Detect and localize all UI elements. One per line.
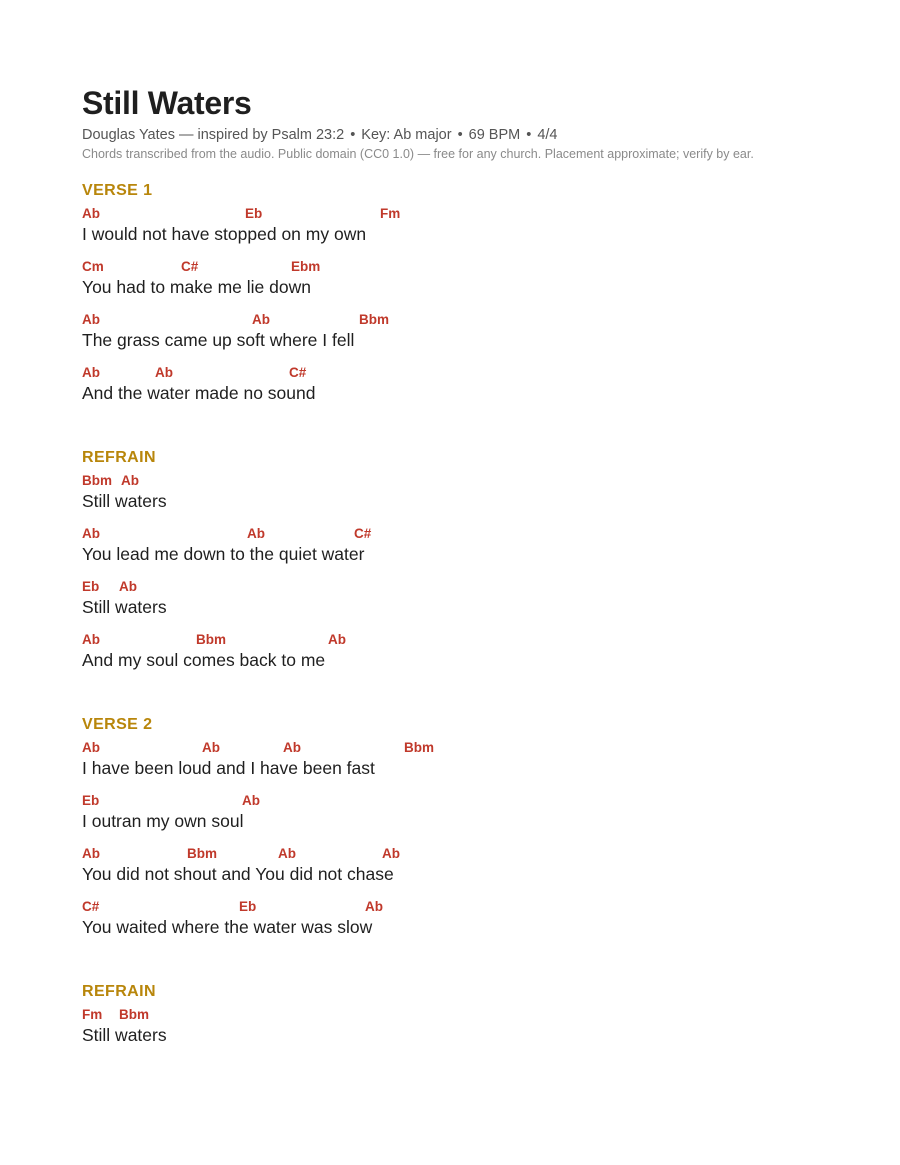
chord: Ab [121, 473, 139, 488]
chord: Ebm [291, 259, 321, 274]
song-author: Douglas Yates — inspired by Psalm 23:2 [82, 127, 345, 143]
chord-sheet [82, 84, 872, 1090]
chord: Ab [242, 793, 260, 808]
chord: Ab [82, 526, 100, 541]
chord: Eb [245, 206, 263, 221]
lyric-line: Still waters [82, 491, 167, 511]
chord: Cm [82, 259, 104, 274]
chord: Fm [380, 206, 401, 221]
chord-line [82, 259, 872, 312]
chord: Ab [82, 632, 100, 647]
chord: Bbm [359, 312, 389, 327]
chord: Ab [119, 579, 137, 594]
lyric-line: You did not shout and You did not chase [82, 864, 394, 884]
chord: Bbm [187, 846, 217, 861]
chord: C# [181, 259, 199, 274]
chord: Ab [328, 632, 346, 647]
chord-line [82, 579, 872, 632]
section-label: VERSE 2 [82, 716, 153, 733]
chord: Ab [82, 846, 100, 861]
chord-line [82, 526, 872, 579]
lyric-line: The grass came up soft where I fell [82, 330, 355, 350]
chord: C# [289, 365, 307, 380]
chord: Bbm [196, 632, 226, 647]
chord: Ab [202, 740, 220, 755]
chord-line [82, 473, 872, 526]
chord: Ab [278, 846, 296, 861]
chord: Bbm [82, 473, 112, 488]
chord: Ab [247, 526, 265, 541]
chord: Ab [252, 312, 270, 327]
meta-separator: • [457, 127, 463, 143]
chord-line [82, 740, 872, 793]
lyric-line: You had to make me lie down [82, 277, 311, 297]
chord-line [82, 1007, 872, 1060]
chord: Ab [365, 899, 383, 914]
lyric-line: You lead me down to the quiet water [82, 544, 365, 564]
meta-separator: • [526, 127, 532, 143]
transcription-note: Chords transcribed from the audio. Public domain (CC0 1.0) — free for any church. Placement approximate; verify by ear. [82, 147, 754, 161]
chord-line [82, 899, 872, 952]
section-label: REFRAIN [82, 983, 156, 1000]
lyric-line: I would not have stopped on my own [82, 224, 367, 244]
lyric-line: I outran my own soul [82, 811, 244, 831]
chord: Ab [283, 740, 301, 755]
chord: Eb [82, 793, 100, 808]
chord-line [82, 846, 872, 899]
chord: C# [82, 899, 100, 914]
chord-line [82, 206, 872, 259]
lyric-line: And the water made no sound [82, 383, 316, 403]
lyric-line: Still waters [82, 597, 167, 617]
chord: Ab [82, 206, 100, 221]
chord: Fm [82, 1007, 103, 1022]
chord: Ab [82, 740, 100, 755]
chord-line [82, 632, 872, 685]
song-title: Still Waters [82, 85, 252, 121]
chord: Ab [82, 312, 100, 327]
chord: Bbm [119, 1007, 149, 1022]
section-label: REFRAIN [82, 449, 156, 466]
lyric-line: Still waters [82, 1025, 167, 1045]
chord: Eb [82, 579, 100, 594]
chord: C# [354, 526, 372, 541]
chord: Ab [382, 846, 400, 861]
chord-line [82, 312, 872, 365]
song-meta [82, 126, 872, 144]
song-tempo: 69 BPM [468, 127, 521, 143]
section-label: VERSE 1 [82, 182, 153, 199]
song-time-signature: 4/4 [537, 127, 558, 143]
section-refrain [82, 448, 872, 685]
lyric-line: And my soul comes back to me [82, 650, 326, 670]
section-refrain [82, 982, 872, 1060]
chord-line [82, 793, 872, 846]
section-verse-1 [82, 181, 872, 418]
lyric-line: You waited where the water was slow [82, 917, 373, 937]
chord: Ab [155, 365, 173, 380]
chord: Bbm [404, 740, 434, 755]
chord: Ab [82, 365, 100, 380]
song-key: Key: Ab major [361, 127, 452, 143]
meta-separator: • [350, 127, 356, 143]
section-verse-2 [82, 715, 872, 952]
chord: Eb [239, 899, 257, 914]
lyric-line: I have been loud and I have been fast [82, 758, 375, 778]
chord-line [82, 365, 872, 418]
